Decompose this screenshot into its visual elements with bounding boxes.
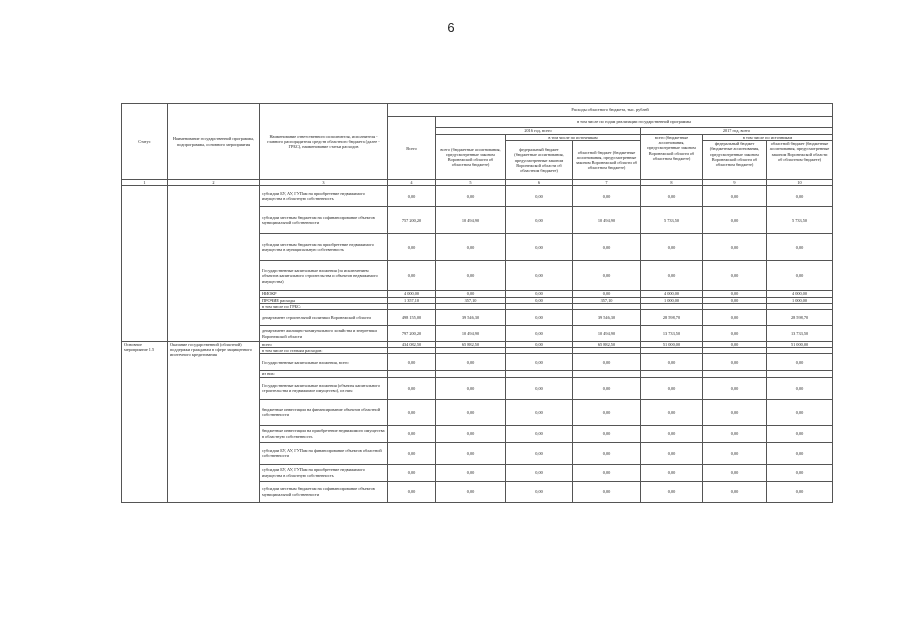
cell-value-10: 0,00: [767, 377, 833, 399]
cell-value-8: 0,00: [641, 425, 703, 442]
cell-value-5: 0,00: [436, 442, 506, 464]
column-index-8: 8: [641, 180, 703, 186]
table-row: [122, 186, 833, 207]
cell-value-6: 0,00: [506, 207, 573, 234]
column-index-4: 4: [388, 180, 436, 186]
cell-value-8: 51 000,00: [641, 342, 703, 348]
row-label: в том числе по ГРБС:: [260, 303, 388, 309]
column-index-2: 2: [168, 180, 260, 186]
cell-value-6: 0,00: [506, 481, 573, 502]
row-label: субсидии БУ, АУ, ГУПам на финансирование объектов областной собственности: [260, 442, 388, 464]
row-label: субсидии БУ, АУ, ГУПам на приобретение недвижимого имущества в областную собственность: [260, 464, 388, 481]
cell-value-5: 0,00: [436, 234, 506, 261]
cell-value-8: 0,00: [641, 354, 703, 371]
header-regional-2016: областной бюджет (бюджетные ассигнования, предусмотренные законом Воронежской области об областном бюджете): [573, 141, 641, 180]
cell-value-7: 0,00: [573, 354, 641, 371]
section-name: Оказание государственной (областной) поддержки гражданам в сфере защищенного ипотечного кредитования: [168, 342, 260, 503]
row-label: бюджетные инвестиции на финансирование объектов областной собственности: [260, 399, 388, 425]
cell-value-4: 434 082,50: [388, 342, 436, 348]
cell-value-6: 0,00: [506, 261, 573, 291]
column-index-7: 7: [573, 180, 641, 186]
cell-value-4: 0,00: [388, 425, 436, 442]
column-index-10: 10: [767, 180, 833, 186]
header-total-budget-2016: всего (бюджетные ассигнования, предусмотренные законом Воронежской области об областном бюджете): [436, 135, 506, 180]
cell-value-10: 0,00: [767, 442, 833, 464]
cell-value-10: 28 598,70: [767, 310, 833, 326]
cell-value-4: 0,00: [388, 186, 436, 207]
cell-value-7: 0,00: [573, 481, 641, 502]
cell-value-10: 0,00: [767, 234, 833, 261]
header-status: Статус: [122, 104, 168, 180]
cell-value-5: 10 494,90: [436, 207, 506, 234]
row-label: Государственные капитальные вложения (объекты капитального строительства и недвижимое имущество), из них:: [260, 377, 388, 399]
cell-value-9: 0,00: [703, 326, 767, 342]
cell-value-5: 357,10: [436, 297, 506, 303]
row-label: субсидии местным бюджетам на приобретение недвижимого имущества в муниципальную собственность: [260, 234, 388, 261]
row-label: Государственные капитальные вложения, всего: [260, 354, 388, 371]
cell-value-4: 0,00: [388, 354, 436, 371]
cell-value-4: 0,00: [388, 464, 436, 481]
cell-value-4: 797 200,20: [388, 326, 436, 342]
column-index-9: 9: [703, 180, 767, 186]
cell-value-10: 0,00: [767, 186, 833, 207]
cell-value-9: 0,00: [703, 342, 767, 348]
cell-value-10: 1 000,00: [767, 297, 833, 303]
cell-value-9: 0,00: [703, 354, 767, 371]
cell-value-7: 10 494,90: [573, 207, 641, 234]
header-total-budget-2017: всего (бюджетные ассигнования, предусмотренные законом Воронежской области об областном бюджете): [641, 135, 703, 180]
cell-value-4: 757 200,20: [388, 207, 436, 234]
cell-value-6: 0,00: [506, 234, 573, 261]
section-status: Основное мероприятие 1.5: [122, 342, 168, 503]
cell-value-8: 1 000,00: [641, 297, 703, 303]
cell-value-10: 5 733,50: [767, 207, 833, 234]
cell-value-5: 0,00: [436, 377, 506, 399]
cell-value-5: 0,00: [436, 186, 506, 207]
cell-value-10: 0,00: [767, 399, 833, 425]
cell-value-8: 0,00: [641, 234, 703, 261]
cell-value-8: 0,00: [641, 261, 703, 291]
cell-value-8: 28 598,70: [641, 310, 703, 326]
row-label: бюджетные инвестиции на приобретение недвижимого имущества в областную собственность: [260, 425, 388, 442]
cell-value-4: 0,00: [388, 261, 436, 291]
row-label: субсидии местным бюджетам на софинансирование объектов муниципальной собственности: [260, 207, 388, 234]
cell-value-10: 0,00: [767, 425, 833, 442]
cell-value-5: 0,00: [436, 464, 506, 481]
cell-value-9: 0,00: [703, 377, 767, 399]
cell-value-10: 0,00: [767, 261, 833, 291]
row-label: ПРОЧИЕ расходы: [260, 297, 388, 303]
cell-value-9: 0,00: [703, 481, 767, 502]
cell-value-9: 0,00: [703, 291, 767, 297]
cell-value-8: 0,00: [641, 377, 703, 399]
header-federal-2017: федеральный бюджет (бюджетные ассигнования, предусмотренные законом Воронежской области об областном бюджете): [703, 141, 767, 180]
cell-value-6: 0,00: [506, 354, 573, 371]
header-year-2017: 2017 год, всего: [641, 128, 833, 135]
cell-value-9: 0,00: [703, 442, 767, 464]
header-federal-2016: федеральный бюджет (бюджетные ассигнования, предусмотренные законом Воронежской области об областном бюджете): [506, 141, 573, 180]
cell-value-7: 0,00: [573, 425, 641, 442]
cell-value-9: 0,00: [703, 310, 767, 326]
cell-value-4: 1 357,10: [388, 297, 436, 303]
program-cell-empty: [168, 186, 260, 342]
cell-value-9: 0,00: [703, 261, 767, 291]
column-index-1: 1: [122, 180, 168, 186]
column-index-3: 3: [260, 180, 388, 186]
cell-value-6: 0,00: [506, 297, 573, 303]
cell-value-10: 13 733,50: [767, 326, 833, 342]
cell-value-4: 4 000,00: [388, 291, 436, 297]
header-total: Всего: [388, 117, 436, 180]
cell-value-10: 0,00: [767, 481, 833, 502]
cell-value-8: 0,00: [641, 481, 703, 502]
header-executor: Наименование ответственного исполнителя, исполнителя - главного распорядителя средств областного бюджета (далее - ГРБС), наименование статьи расходов: [260, 104, 388, 180]
cell-value-9: 0,00: [703, 399, 767, 425]
row-label: всего: [260, 342, 388, 348]
cell-value-5: 0,00: [436, 261, 506, 291]
header-program-name: Наименование государственной программы, подпрограммы, основного мероприятия: [168, 104, 260, 180]
cell-value-10: 51 000,00: [767, 342, 833, 348]
cell-value-7: 0,00: [573, 234, 641, 261]
cell-value-7: 10 494,90: [573, 326, 641, 342]
row-label: НИОКР: [260, 291, 388, 297]
cell-value-9: 0,00: [703, 297, 767, 303]
cell-value-7: 65 882,50: [573, 342, 641, 348]
row-label: департамент жилищно-коммунального хозяйства и энергетики Воронежской области: [260, 326, 388, 342]
cell-value-6: 0,00: [506, 186, 573, 207]
header-by-years: в том числе по годам реализации государственной программы: [436, 117, 833, 128]
header-regional-2017: областной бюджет (бюджетные ассигнования, предусмотренные законом Воронежской области об областном бюджете): [767, 141, 833, 180]
cell-value-4: 0,00: [388, 399, 436, 425]
cell-value-4: 0,00: [388, 377, 436, 399]
cell-value-8: 0,00: [641, 186, 703, 207]
cell-value-6: 0,00: [506, 326, 573, 342]
cell-value-8: 13 733,50: [641, 326, 703, 342]
cell-value-8: 0,00: [641, 464, 703, 481]
status-cell-empty: [122, 186, 168, 342]
cell-value-4: 0,00: [388, 442, 436, 464]
cell-value-5: 0,00: [436, 425, 506, 442]
cell-value-6: 0,00: [506, 291, 573, 297]
cell-value-9: 0,00: [703, 207, 767, 234]
cell-value-9: 0,00: [703, 186, 767, 207]
cell-value-7: 0,00: [573, 261, 641, 291]
cell-value-4: 0,00: [388, 234, 436, 261]
cell-value-5: 0,00: [436, 481, 506, 502]
cell-value-4: 0,00: [388, 481, 436, 502]
cell-value-8: 4 000,00: [641, 291, 703, 297]
cell-value-6: 0,00: [506, 442, 573, 464]
cell-value-7: 0,00: [573, 399, 641, 425]
cell-value-9: 0,00: [703, 234, 767, 261]
cell-value-5: 0,00: [436, 291, 506, 297]
row-label: в том числе по статьям расходов:: [260, 348, 388, 354]
cell-value-5: 0,00: [436, 354, 506, 371]
cell-value-8: 0,00: [641, 442, 703, 464]
cell-value-9: 0,00: [703, 425, 767, 442]
cell-value-6: 0,00: [506, 464, 573, 481]
header-incl-sources-2016: в том числе по источникам: [506, 135, 641, 141]
cell-value-5: 39 546,30: [436, 310, 506, 326]
cell-value-10: 0,00: [767, 354, 833, 371]
row-label: субсидии местным бюджетам на софинансирование объектов муниципальной собственности: [260, 481, 388, 502]
cell-value-6: 0,00: [506, 310, 573, 326]
cell-value-8: 5 733,50: [641, 207, 703, 234]
cell-value-7: 357,10: [573, 297, 641, 303]
cell-value-8: 0,00: [641, 399, 703, 425]
header-expenses-title: Расходы областного бюджета, тыс. рублей: [388, 104, 833, 117]
cell-value-10: 0,00: [767, 464, 833, 481]
column-index-6: 6: [506, 180, 573, 186]
budget-table: [121, 103, 833, 503]
cell-value-4: 498 155,00: [388, 310, 436, 326]
cell-value-5: 65 882,50: [436, 342, 506, 348]
cell-value-6: 0,00: [506, 425, 573, 442]
cell-value-6: 0,00: [506, 399, 573, 425]
cell-value-7: 39 546,30: [573, 310, 641, 326]
page-number: 6: [447, 20, 455, 35]
row-label: субсидии БУ, АУ, ГУПам на приобретение недвижимого имущества в областную собственность: [260, 186, 388, 207]
cell-value-5: 0,00: [436, 399, 506, 425]
row-label: Государственные капитальные вложения (за исключением объектов капитального строительства и объектов недвижимого имущества): [260, 261, 388, 291]
column-index-5: 5: [436, 180, 506, 186]
row-label: департамент строительной политики Воронежской области: [260, 310, 388, 326]
cell-value-7: 0,00: [573, 442, 641, 464]
cell-value-7: 0,00: [573, 186, 641, 207]
row-label: из них:: [260, 371, 388, 377]
cell-value-7: 0,00: [573, 377, 641, 399]
cell-value-9: 0,00: [703, 464, 767, 481]
cell-value-7: 0,00: [573, 291, 641, 297]
header-incl-sources-2017: в том числе по источникам: [703, 135, 833, 141]
cell-value-6: 0,00: [506, 377, 573, 399]
cell-value-5: 10 494,90: [436, 326, 506, 342]
cell-value-6: 0,00: [506, 342, 573, 348]
table-body: [122, 104, 833, 503]
cell-value-10: 4 000,00: [767, 291, 833, 297]
header-year-2016: 2016 год, всего: [436, 128, 641, 135]
cell-value-7: 0,00: [573, 464, 641, 481]
